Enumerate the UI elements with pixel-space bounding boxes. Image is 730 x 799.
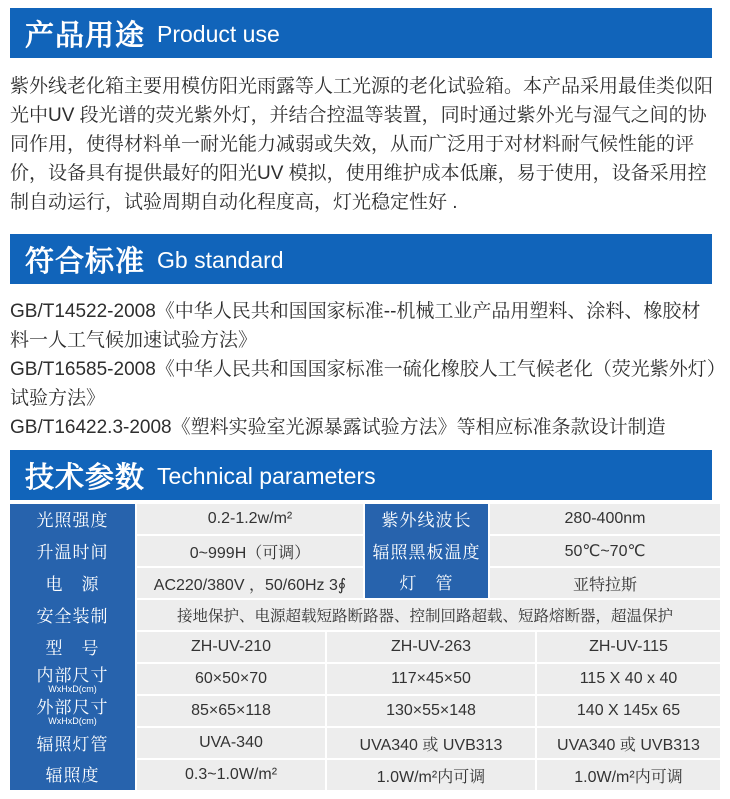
row-label: 光照强度 bbox=[36, 510, 109, 530]
table-row bbox=[137, 504, 720, 534]
table-row-safety bbox=[137, 600, 720, 630]
value-cell: 0~999H（可调） bbox=[137, 536, 363, 566]
value-cell: 280-400nm bbox=[490, 504, 720, 534]
value-cell: AC220/380V ，50/60Hz 3∮ bbox=[137, 568, 363, 598]
standard-line: GB/T16585-2008《中华人民共和国国家标准一硫化橡胶人工气候老化（荧光紫外灯）试验方法》 bbox=[10, 359, 717, 409]
row-label-sub: WxHxD(cm) bbox=[48, 715, 97, 726]
row-label: 紫外线波长 bbox=[381, 510, 472, 530]
table-row bbox=[137, 760, 720, 790]
gb-standards-list bbox=[10, 297, 718, 442]
value-cell: ZH-UV-210 bbox=[137, 632, 325, 662]
table-left-label-column bbox=[10, 504, 135, 790]
table-row bbox=[137, 632, 720, 662]
row-label: 型 号 bbox=[45, 638, 100, 658]
value-cell: ZH-UV-115 bbox=[537, 632, 720, 662]
label-spacer bbox=[363, 536, 490, 566]
value-cell: 60×50×70 bbox=[137, 664, 325, 694]
row-label: 辐照黑板温度 bbox=[372, 542, 481, 562]
table-value-rows bbox=[137, 504, 720, 792]
value-cell: 0.3~1.0W/m² bbox=[137, 760, 325, 790]
value-cell: 亚特拉斯 bbox=[490, 568, 720, 598]
label-spacer bbox=[363, 504, 490, 534]
section-title-en: Gb standard bbox=[157, 246, 284, 273]
value-cell: 50℃~70℃ bbox=[490, 536, 720, 566]
section-title-zh: 产品用途 bbox=[25, 19, 146, 52]
row-label-sub: WxHxD(cm) bbox=[48, 683, 97, 694]
table-row bbox=[137, 696, 720, 726]
value-cell: 1.0W/m²内可调 bbox=[327, 760, 535, 790]
row-label: 辐照灯管 bbox=[36, 734, 109, 754]
section-banner-technical-parameters bbox=[10, 450, 712, 500]
row-label: 辐照度 bbox=[45, 765, 100, 785]
parameters-table bbox=[10, 504, 720, 792]
row-label: 灯 管 bbox=[399, 573, 454, 593]
section-title-zh: 符合标准 bbox=[25, 245, 146, 278]
row-label: 电 源 bbox=[45, 574, 100, 594]
row-label: 升温时间 bbox=[36, 542, 109, 562]
value-cell: 130×55×148 bbox=[327, 696, 535, 726]
standard-line: GB/T16422.3-2008《塑料实验室光源暴露试验方法》等相应标准条款设计制造 bbox=[10, 417, 666, 438]
section-banner-gb-standard bbox=[10, 234, 712, 284]
section-title-en: Product use bbox=[157, 20, 280, 47]
product-spec-page bbox=[0, 8, 730, 792]
value-cell: 115 X 40 x 40 bbox=[537, 664, 720, 694]
value-cell: 0.2-1.2w/m² bbox=[137, 504, 363, 534]
table-row bbox=[137, 728, 720, 758]
value-cell: 117×45×50 bbox=[327, 664, 535, 694]
row-label: 外部尺寸 WxHxD(cm) bbox=[36, 697, 109, 726]
value-cell: UVA340 或 UVB313 bbox=[537, 728, 720, 758]
table-row bbox=[137, 536, 720, 566]
value-cell: 1.0W/m²内可调 bbox=[537, 760, 720, 790]
table-row bbox=[137, 568, 720, 598]
standard-line: GB/T14522-2008《中华人民共和国国家标准--机械工业产品用塑料、涂料、橡胶材料一人工气候加速试验方法》 bbox=[10, 301, 701, 351]
section-title-en: Technical parameters bbox=[157, 462, 376, 489]
value-cell: 接地保护、电源超载短路断路器、控制回路超载、短路熔断器，超温保护 bbox=[137, 600, 720, 630]
product-use-paragraph: 紫外线老化箱主要用模仿阳光雨露等人工光源的老化试验箱。本产品采用最佳类似阳光中UV 段光谱的荧光紫外灯，并结合控温等装置，同时通过紫外光与湿气之间的协同作用，使得材料单一耐光能力减弱或失效，从而广泛用于对材料耐气候性能的评价，设备具有提供最好的阳光UV 模拟，使用维护成本低廉，易于使用，设备采用控制自动运行，试验周期自动化程度高，灯光稳定性好 . bbox=[10, 76, 714, 213]
value-cell: ZH-UV-263 bbox=[327, 632, 535, 662]
value-cell: UVA340 或 UVB313 bbox=[327, 728, 535, 758]
table-row bbox=[137, 664, 720, 694]
value-cell: 85×65×118 bbox=[137, 696, 325, 726]
row-label: 安全装制 bbox=[36, 606, 109, 626]
section-banner-product-use bbox=[10, 8, 712, 58]
value-cell: UVA-340 bbox=[137, 728, 325, 758]
value-cell: 140 X 145x 65 bbox=[537, 696, 720, 726]
section-title-zh: 技术参数 bbox=[25, 461, 146, 494]
label-spacer bbox=[363, 568, 490, 598]
row-label: 内部尺寸 WxHxD(cm) bbox=[36, 665, 109, 694]
